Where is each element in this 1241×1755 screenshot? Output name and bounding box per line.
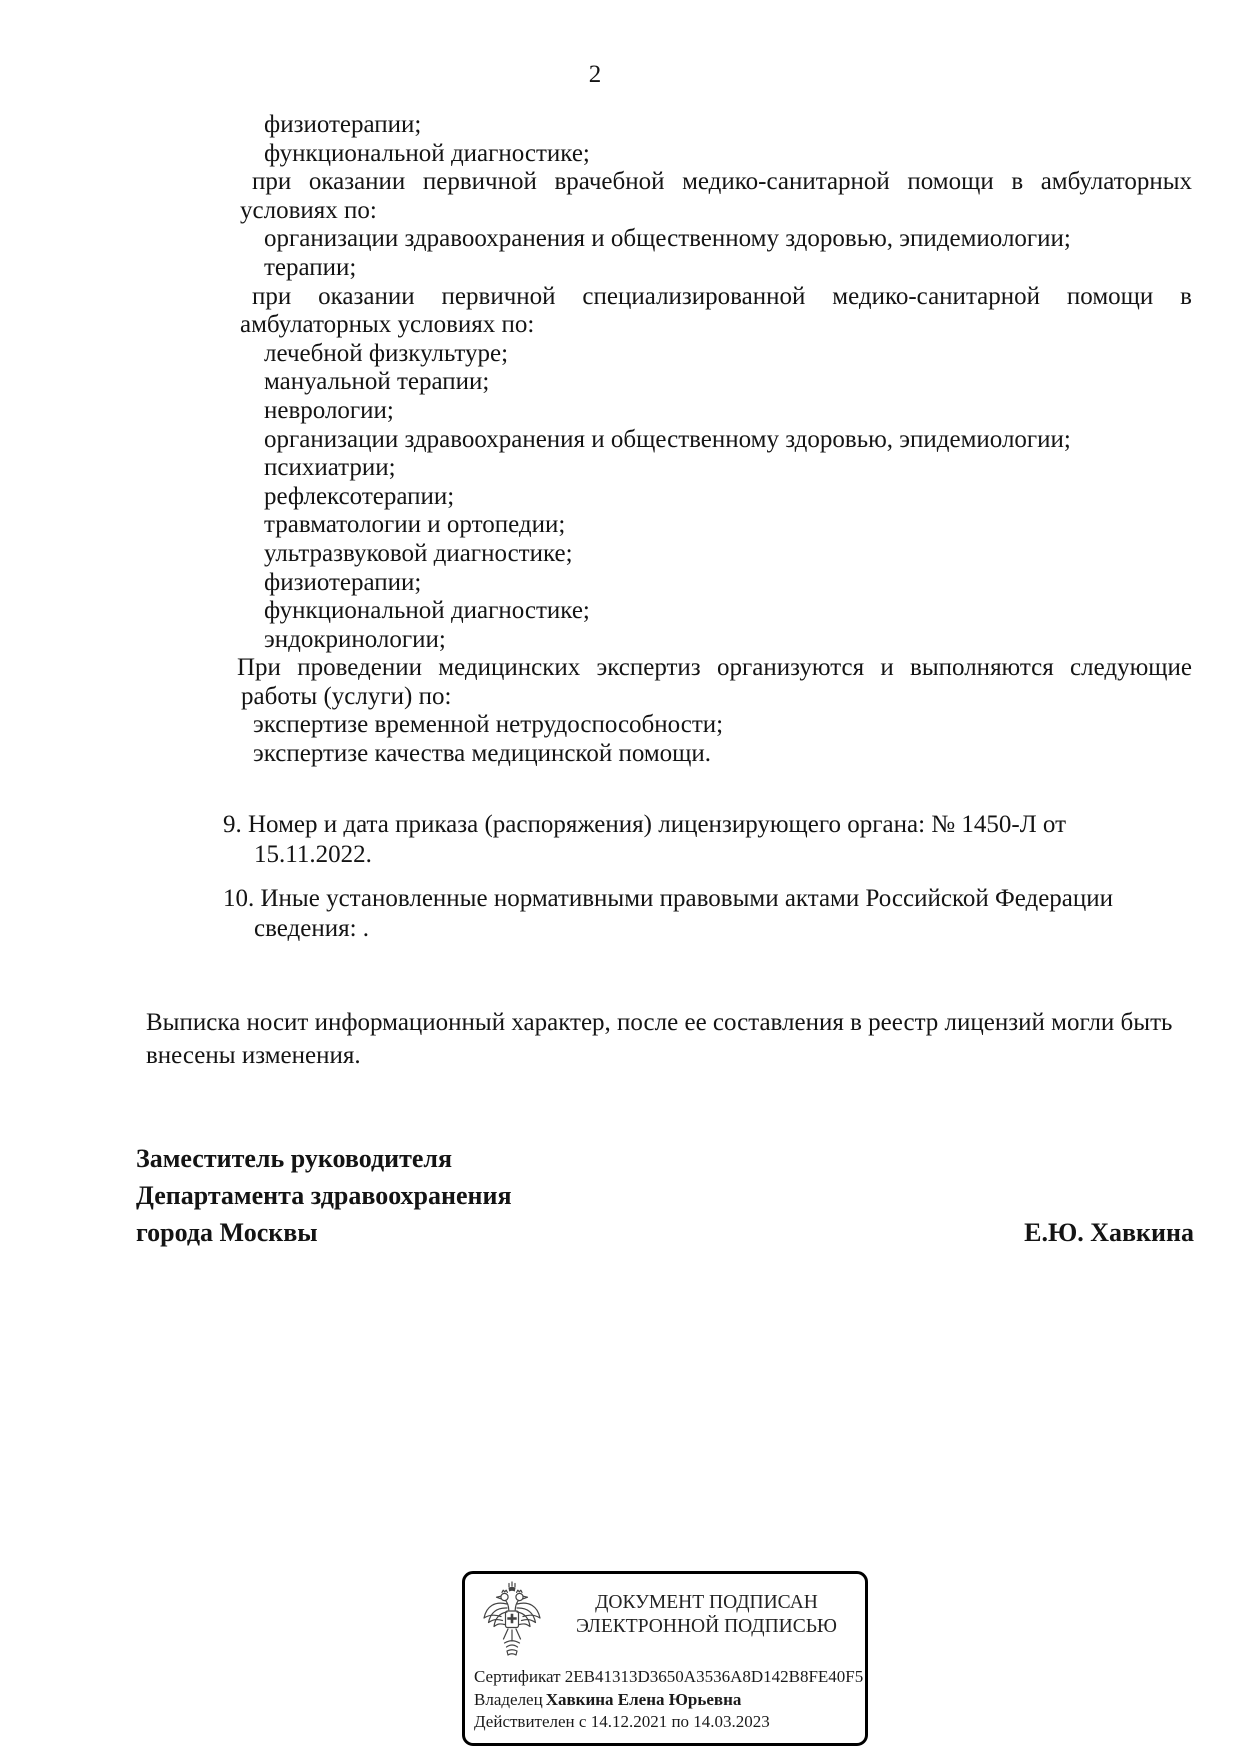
item-number: 10. — [223, 885, 255, 912]
owner-label: Владелец — [474, 1689, 543, 1709]
info-note — [146, 1006, 1186, 1072]
license-work-line: при оказании первичной врачебной медико-санитарной помощи в амбулаторных — [252, 168, 1192, 196]
license-work-line: эндокринологии; — [264, 625, 446, 653]
license-work-line: условиях по: — [240, 196, 377, 224]
license-work-line: мануальной терапии; — [264, 368, 490, 396]
license-work-line: при оказании первичной специализированной медико-санитарной помощи в — [252, 282, 1192, 310]
license-work-line: лечебной физкультуре; — [264, 339, 509, 367]
license-work-line: травматологии и ортопедии; — [264, 511, 566, 539]
roszdravnadzor-emblem-icon — [480, 1579, 544, 1672]
stamp-title-line: ЭЛЕКТРОННОЙ ПОДПИСЬЮ — [576, 1616, 837, 1637]
numbered-item-line — [223, 810, 1192, 840]
license-work-line: организации здравоохранения и общественному здоровью, эпидемиологии; — [264, 225, 1071, 253]
signatory-title-line: города Москвы — [136, 1218, 318, 1247]
owner-name: Хавкина Елена Юрьевна — [545, 1689, 742, 1709]
item-text: Номер и дата приказа (распоряжения) лицензирующего органа: № 1450-Л от — [248, 811, 1067, 838]
license-work-line: физиотерапии; — [264, 568, 422, 596]
stamp-owner-line — [474, 1689, 865, 1712]
license-works-list — [0, 111, 1241, 769]
license-work-line: организации здравоохранения и общественному здоровью, эпидемиологии; — [264, 425, 1071, 453]
license-work-line: амбулаторных условиях по: — [240, 311, 535, 339]
license-work-line: экспертизе качества медицинской помощи. — [253, 740, 712, 768]
numbered-item-line — [223, 884, 1192, 914]
stamp-certificate-line — [474, 1666, 865, 1689]
license-work-line: функциональной диагностике; — [264, 597, 590, 625]
numbered-item-9 — [223, 810, 1192, 870]
info-note-line: Выписка носит информационный характер, после ее составления в реестр лицензий могли быть — [146, 1009, 1173, 1036]
numbered-item-10 — [223, 884, 1192, 944]
license-work-line: При проведении медицинских экспертиз организуются и выполняются следующие — [237, 654, 1192, 682]
license-work-line: терапии; — [264, 253, 357, 281]
license-work-line: ультразвуковой диагностике; — [264, 539, 573, 567]
license-work-line: психиатрии; — [264, 454, 396, 482]
license-work-line: неврологии; — [264, 396, 394, 424]
page-number: 2 — [588, 61, 602, 88]
license-work-line: экспертизе временной нетрудоспособности; — [253, 711, 724, 739]
item-text: Иные установленные нормативными правовыми актами Российской Федерации — [260, 885, 1114, 912]
license-work-line: физиотерапии; — [264, 111, 422, 138]
item-number: 9. — [223, 811, 242, 838]
stamp-title — [553, 1591, 860, 1639]
certificate-value: 2EB41313D3650A3536A8D142B8FE40F5 — [564, 1667, 864, 1686]
signatory-name: Е.Ю. Хавкина — [1024, 1218, 1194, 1247]
digital-signature-stamp — [462, 1571, 868, 1746]
signatory-title-line: Заместитель руководителя — [136, 1144, 453, 1173]
license-work-line: рефлексотерапии; — [264, 482, 455, 510]
stamp-validity-line: Действителен с 14.12.2021 по 14.03.2023 — [474, 1712, 770, 1731]
stamp-title-line: ДОКУМЕНТ ПОДПИСАН — [595, 1592, 818, 1613]
license-work-line: работы (услуги) по: — [241, 682, 452, 710]
license-work-line: функциональной диагностике; — [264, 139, 590, 167]
info-note-line: внесены изменения. — [146, 1042, 361, 1069]
signature-block — [136, 1140, 1194, 1251]
numbered-item-line: сведения: . — [254, 915, 370, 942]
numbered-item-line: 15.11.2022. — [254, 841, 372, 868]
certificate-label: Сертификат — [474, 1667, 561, 1686]
signatory-title-line: Департамента здравоохранения — [136, 1181, 512, 1210]
